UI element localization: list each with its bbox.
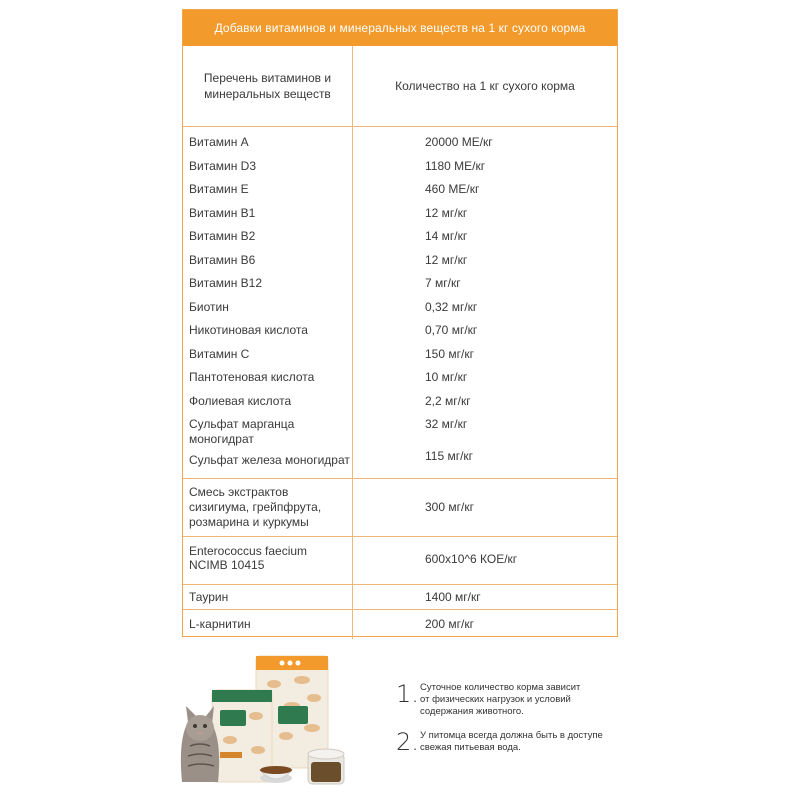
row-value: 10 мг/кг [425,370,468,384]
extracts-value: 300 мг/кг [425,500,474,514]
probiotic-line2: NCIMB 10415 [189,558,265,572]
row-name-line2: моногидрат [189,432,254,446]
row-value: 2,2 мг/кг [425,394,471,408]
note-1-line1: Суточное количество корма зависит [420,682,581,693]
vitamins-names [183,127,353,478]
extracts-value-cell [353,479,617,536]
note-1-text [420,682,626,718]
header-col-ingredients [183,46,353,126]
header-col-amount: Количество на 1 кг сухого корма [395,79,575,93]
row-value: 12 мг/кг [425,253,468,267]
note-1-number: 1. [396,680,419,708]
row-value: 1180 МЕ/кг [425,159,486,173]
row-value: 7 мг/кг [425,276,461,290]
header-col1-line1: Перечень витаминов и [203,71,332,85]
product-photo [174,650,364,790]
vitamins-group [183,127,617,479]
taurine-name-cell [183,585,353,609]
taurine-value-cell [353,585,617,609]
row-name: Витамин Е [189,182,249,196]
extracts-name [183,479,353,536]
taurine-name: Таурин [189,590,229,604]
extracts-line3: розмарина и куркумы [189,515,309,529]
note-1-line3: содержания животного. [420,706,524,717]
row-value: 12 мг/кг [425,206,468,220]
note-2-text [420,730,626,754]
carnitine-value-cell [353,610,617,639]
taurine-value: 1400 мг/кг [425,590,481,604]
note-2-line1: У питомца всегда должна быть в доступе [420,730,603,741]
extracts-line1: Смесь экстрактов [189,485,289,499]
row-name: Витамин В6 [189,253,256,267]
row-name: Пантотеновая кислота [189,370,315,384]
row-value: 20000 МЕ/кг [425,135,493,149]
taurine-group [183,585,617,610]
row-name: Витамин D3 [189,159,256,173]
carnitine-name: L-карнитин [189,617,251,631]
note-2-number: 2. [396,728,419,756]
probiotic-group [183,537,617,585]
row-name: Витамин С [189,347,250,361]
row-name: Никотиновая кислота [189,323,308,337]
row-name: Витамин В1 [189,206,256,220]
extracts-group [183,479,617,537]
carnitine-name-cell [183,610,353,639]
row-value: 460 МЕ/кг [425,182,480,196]
product-illustration [174,650,364,790]
row-name: Витамин В2 [189,229,256,243]
row-name: Сульфат железа моногидрат [189,453,350,467]
row-value: 32 мг/кг [425,417,468,431]
carnitine-value: 200 мг/кг [425,617,474,631]
probiotic-value: 600x10^6 КОЕ/кг [425,552,518,566]
extracts-line2: сизигиума, грейпфрута, [189,500,322,514]
row-value: 150 мг/кг [425,347,474,361]
vitamins-values [353,127,617,478]
row-value: 0,32 мг/кг [425,300,478,314]
probiotic-value-cell [353,537,617,584]
probiotic-name [183,537,353,584]
row-value: 0,70 мг/кг [425,323,478,337]
row-name: Витамин А [189,135,249,149]
row-name-line1: Сульфат марганца [189,417,295,431]
note-1-line2: от физических нагрузок и условий [420,694,571,705]
carnitine-group [183,610,617,639]
table-header [183,46,617,127]
row-name: Фолиевая кислота [189,394,292,408]
row-name: Биотин [189,300,229,314]
probiotic-line1: Enterococcus faecium [189,544,308,558]
table-banner: Добавки витаминов и минеральных веществ на 1 кг сухого корма [183,10,617,46]
row-name: Витамин В12 [189,276,263,290]
header-col1-line2: минеральных веществ [204,87,331,101]
supplements-table [182,9,618,637]
row-value: 115 мг/кг [425,449,474,463]
note-2-line2: свежая питьевая вода. [420,742,521,753]
row-value: 14 мг/кг [425,229,468,243]
